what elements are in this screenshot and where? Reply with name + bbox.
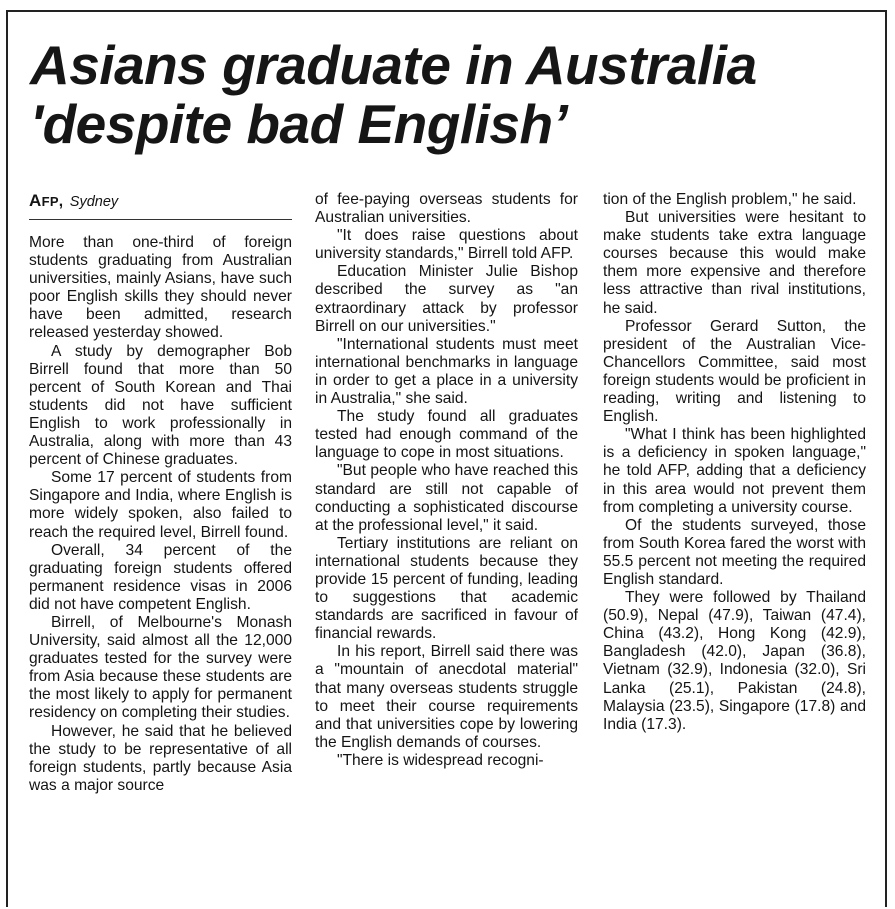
paragraph: They were followed by Thailand (50.9), Nepal (47.9), Taiwan (47.4), China (43.2), Hong Kong (42.9), Bangladesh (42.0), Japan (36.8), Vietnam (32.9), Indonesia (32.0), Sri Lanka (25.1), Pakistan (24.8), Malaysia (23.5), Singapore (17.8) and India (17.3). xyxy=(603,589,866,733)
article-column-3 xyxy=(603,191,866,734)
paragraph: Birrell, of Melbourne's Monash University, said almost all the 12,000 graduates tested for the survey were from Asia because these students are the most likely to apply for permanent residency on completing their studies. xyxy=(29,613,292,722)
headline xyxy=(30,36,880,154)
paragraph: A study by demographer Bob Birrell found that more than 50 percent of South Korean and Thai students did not have sufficient English to work professionally in Australia, along with more than 43 percent of Chinese graduates. xyxy=(29,342,292,469)
byline xyxy=(29,190,292,220)
paragraph-continued: of fee-paying overseas students for Australian universities. xyxy=(315,191,578,227)
paragraph: In his report, Birrell said there was a "mountain of anecdotal material" that many overseas students struggle to meet their course requirements and that universities cope by lowering the English demands of courses. xyxy=(315,643,578,751)
paragraph: "It does raise questions about university standards," Birrell told AFP. xyxy=(315,227,578,263)
paragraph: But universities were hesitant to make students take extra language courses because this would make them more expensive and therefore less attractive than rival institutions, he said. xyxy=(603,209,866,317)
article-column-2 xyxy=(315,191,578,770)
paragraph: Of the students surveyed, those from South Korea fared the worst with 55.5 percent not meeting the required English standard. xyxy=(603,516,866,588)
headline-line-1: Asians graduate in Australia xyxy=(30,34,757,96)
byline-city: Sydney xyxy=(69,194,119,210)
paragraph: "International students must meet international benchmarks in language in order to get a place in a university in Australia," she said. xyxy=(315,335,578,408)
paragraph: "There is widespread recogni- xyxy=(337,751,544,769)
paragraph: More than one-third of foreign students graduating from Australian universities, mainly Asians, have such poor English skills they should never have been admitted, research released yesterday showed. xyxy=(29,234,292,342)
paragraph: Overall, 34 percent of the graduating foreign students offered permanent residence visas in 2006 did not have competent English. xyxy=(29,541,292,613)
paragraph: Professor Gerard Sutton, the president of the Australian Vice-Chancellors Committee, said most foreign students would be proficient in reading, writing and listening to English. xyxy=(603,317,866,426)
paragraph: However, he said that he believed the study to be representative of all foreign students, partly because Asia was a major source xyxy=(29,722,292,794)
paragraph-continued: tion of the English problem," he said. xyxy=(603,191,857,208)
paragraph: Some 17 percent of students from Singapore and India, where English is more widely spoken, also failed to reach the required level, Birrell found. xyxy=(29,469,292,541)
article-column-1 xyxy=(29,190,292,795)
paragraph: "What I think has been highlighted is a deficiency in spoken language," he told AFP, adding that a deficiency in this area would not prevent them from completing a university course. xyxy=(603,426,866,516)
byline-agency: AFP, xyxy=(29,191,64,210)
headline-line-2: 'despite bad English’ xyxy=(30,93,568,155)
paragraph: "But people who have reached this standard are still not capable of conducting a sophisticated discourse at the professional level," it said. xyxy=(315,462,578,534)
paragraph: The study found all graduates tested had enough command of the language to cope in most situations. xyxy=(315,408,578,462)
paragraph: Education Minister Julie Bishop described the survey as "an extraordinary attack by professor Birrell on our universities." xyxy=(315,263,578,335)
paragraph: Tertiary institutions are reliant on international students because they provide 15 percent of funding, leading to suggestions that academic standards are sacrificed in favour of financial rewards. xyxy=(315,534,578,643)
